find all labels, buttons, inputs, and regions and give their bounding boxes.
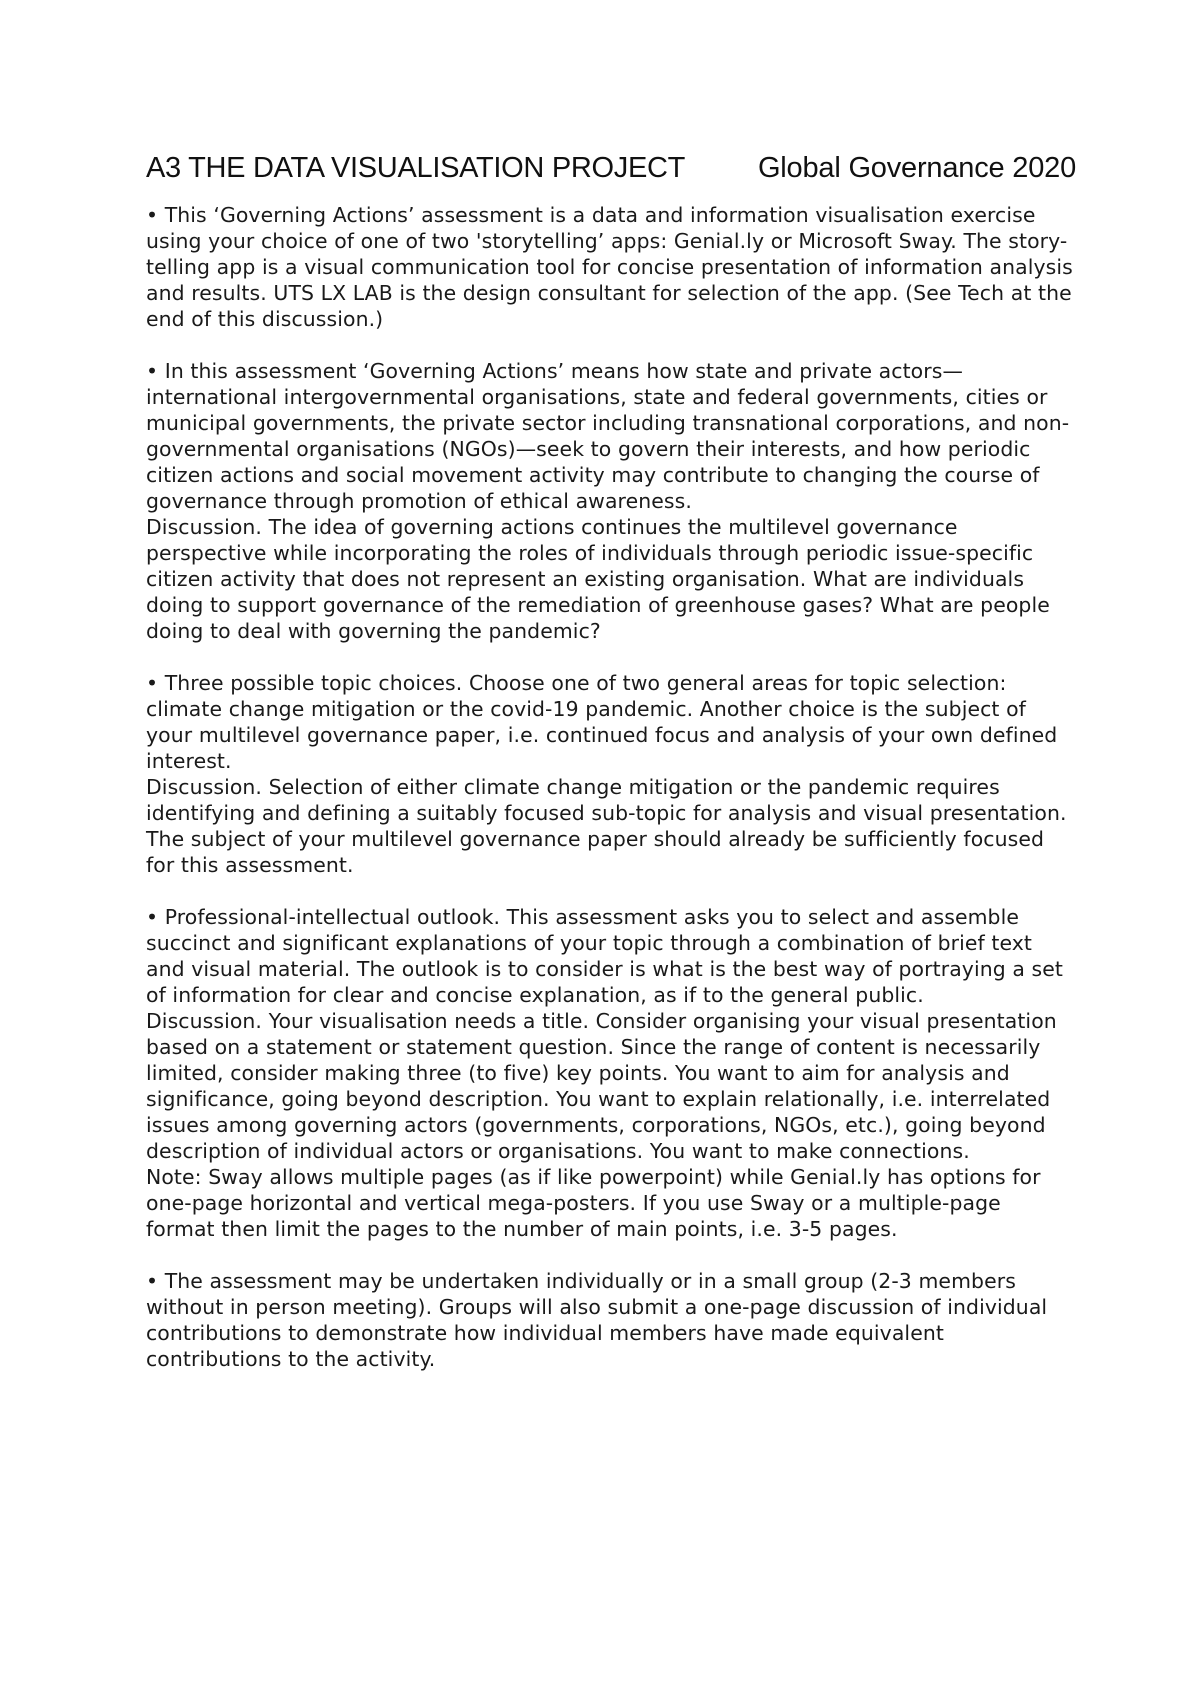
section-group-work (146, 1268, 1076, 1372)
document-title: A3 THE DATA VISUALISATION PROJECT (146, 152, 686, 184)
paragraph: • The assessment may be undertaken individually or in a small group (2-3 members without in person meeting). Groups will also submit a one-page discussion of individual contributions to demonstrate how individual members have made equivalent contributions to the activity. (146, 1269, 1048, 1371)
paragraph-discussion: Discussion. The idea of governing actions continues the multilevel governance perspective while incorporating the roles of individuals through periodic issue-specific citizen activity that does not represent an existing organisation. What are individuals doing to support governance of the remediation of greenhouse gases? What are people doing to deal with governing the pandemic? (146, 515, 1050, 643)
document-page (146, 148, 1076, 1398)
paragraph: • In this assessment ‘Governing Actions’ means how state and private actors—international intergovernmental organisations, state and federal governments, cities or municipal governments, the private sector including transnational corporations, and non-governmental organisations (NGOs)—seek to govern their interests, and how periodic citizen actions and social movement activity may contribute to changing the course of governance through promotion of ethical awareness. (146, 359, 1070, 513)
section-outlook (146, 904, 1076, 1242)
section-topic-choices (146, 670, 1076, 878)
document-header (146, 148, 1076, 188)
section-governing-actions (146, 358, 1076, 644)
paragraph-discussion: Discussion. Your visualisation needs a title. Consider organising your visual presentation based on a statement or statement question. Since the range of content is necessarily limited, consider making three (to five) key points. You want to aim for analysis and significance, going beyond description. You want to explain relationally, i.e. interrelated issues among governing actors (governments, corporations, NGOs, etc.), going beyond description of individual actors or organisations. You want to make connections. (146, 1009, 1057, 1163)
document-subtitle: Global Governance 2020 (757, 152, 1076, 184)
paragraph: • Three possible topic choices. Choose one of two general areas for topic selection: climate change mitigation or the covid-19 pandemic. Another choice is the subject of your multilevel governance paper, i.e. continued focus and analysis of your own defined interest. (146, 671, 1058, 773)
paragraph: • Professional-intellectual outlook. This assessment asks you to select and assemble succinct and significant explanations of your topic through a combination of brief text and visual material. The outlook is to consider is what is the best way of portraying a set of information for clear and concise explanation, as if to the general public. (146, 905, 1064, 1007)
paragraph-note: Note: Sway allows multiple pages (as if like powerpoint) while Genial.ly has options for one-page horizontal and vertical mega-posters. If you use Sway or a multiple-page format then limit the pages to the number of main points, i.e. 3-5 pages. (146, 1165, 1041, 1241)
paragraph-discussion: Discussion. Selection of either climate change mitigation or the pandemic requires identifying and defining a suitably focused sub-topic for analysis and visual presentation. The subject of your multilevel governance paper should already be sufficiently focused for this assessment. (146, 775, 1067, 877)
section-app-choice (146, 202, 1076, 332)
paragraph: • This ‘Governing Actions’ assessment is a data and information visualisation exercise using your choice of one of two 'storytelling’ apps: Genial.ly or Microsoft Sway. The story-telling app is a visual communication tool for concise presentation of information analysis and results. UTS LX LAB is the design consultant for selection of the app. (See Tech at the end of this discussion.) (146, 203, 1073, 331)
